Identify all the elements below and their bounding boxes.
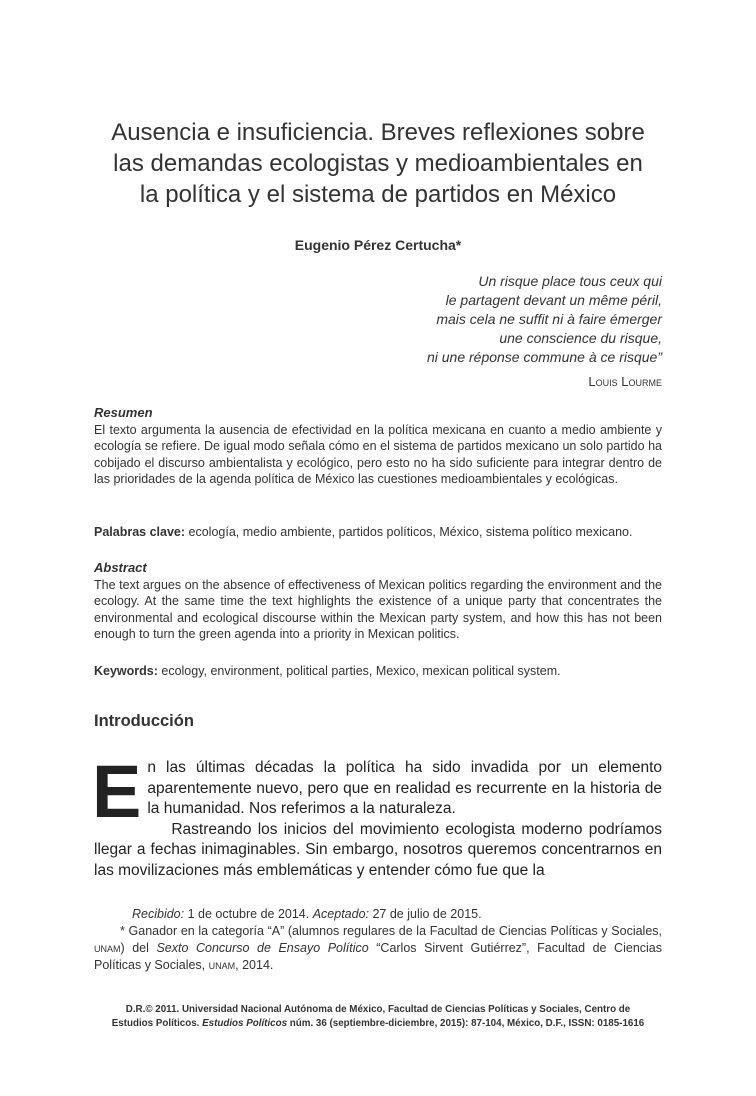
epigraph-line: ni une réponse commune à ce risque” <box>426 349 662 365</box>
palabras-clave-label: Palabras clave: <box>94 525 186 539</box>
title-line-2: las demandas ecologistas y medioambientales en <box>113 150 643 177</box>
footer-line-1: D.R.© 2011. Universidad Nacional Autónoma de México, Facultad de Ciencias Políticas y Sociales, Centro de <box>125 1004 631 1015</box>
received-note <box>94 906 662 923</box>
body-text <box>92 750 662 881</box>
title-line-3: la política y el sistema de partidos en México <box>139 181 617 208</box>
footer-line-2 <box>90 1017 666 1031</box>
palabras-clave <box>94 524 662 541</box>
keywords-label: Keywords: <box>94 664 158 678</box>
resumen-section <box>94 405 662 488</box>
article-title <box>84 117 672 210</box>
journal-name: Estudios Políticos <box>202 1018 288 1029</box>
resumen-heading: Resumen <box>94 405 153 420</box>
contest-name: Sexto Concurso de Ensayo Político <box>156 941 369 955</box>
copyright-footer <box>90 1003 666 1031</box>
abstract-section <box>94 560 662 643</box>
author-note-text: * Ganador en la categoría “A” (alumnos regulares de la Facultad de Ciencias Políticas y Sociales, <box>120 924 662 938</box>
author-name: Eugenio Pérez Certucha* <box>294 237 462 253</box>
unam-abbrev: unam <box>208 958 236 972</box>
keywords <box>94 663 662 680</box>
recibido-date: 1 de octubre de 2014. <box>184 907 313 921</box>
epigraph-attribution: Louis Lourme <box>588 374 662 389</box>
abstract-text: The text argues on the absence of effectiveness of Mexican politics regarding the environment and the ecology. At the same time the text highlights the existence of a unique party that concentrates the environmental and ecological discourse within the Mexican party system, and how this has not been enough to turn the green agenda into a priority in Mexican politics. <box>94 577 662 641</box>
paper-page <box>94 0 662 1096</box>
resumen-text: El texto argumenta la ausencia de efectividad en la política mexicana en cuanto a medio ambiente y ecología se refiere. De igual modo señala cómo en el sistema de partidos mexicano un solo partido ha cobijado el discurso ambientalista y ecológico, pero esto no ha sido suficiente para integrar dentro de las prioridades de la agenda política de México las cuestiones medioambientales y ecológicas. <box>94 422 662 486</box>
epigraph-line: mais cela ne suffit ni à faire émerger <box>436 311 662 327</box>
abstract-heading: Abstract <box>94 560 147 575</box>
paragraph-2: Rastreando los inicios del movimiento ecologista moderno podríamos llegar a fechas inimaginables. Sin embargo, nosotros queremos concentrarnos en las movilizaciones más emblemáticas y entender cómo fue que la <box>94 820 662 879</box>
paragraph-1 <box>92 750 662 833</box>
title-line-1: Ausencia e insuficiencia. Breves reflexiones sobre <box>111 119 645 146</box>
author-note-text: “Carlos Sirvent Gutiérrez”, Facultad de Ciencias Políticas y Sociales, <box>94 941 662 972</box>
recibido-label: Recibido: <box>132 907 185 921</box>
paragraph-1-text: n las últimas décadas la política ha sido invadida por un elemento aparentemente nuevo, pero que en realidad es recurrente en la historia de la humanidad. Nos referimos a la naturaleza. <box>147 759 662 817</box>
footer-text: núm. 36 (septiembre-diciembre, 2015): 87-104, México, D.F., ISSN: 0185-1616 <box>287 1018 645 1029</box>
drop-cap: E <box>92 750 142 833</box>
footer-text: Estudios Políticos. <box>111 1018 203 1029</box>
introduccion-heading: Introducción <box>94 712 194 730</box>
author-note-text: ) del <box>120 941 157 955</box>
epigraph <box>262 272 662 367</box>
author-note <box>94 923 662 974</box>
author-note-text: , 2014. <box>235 958 274 972</box>
epigraph-line: le partagent devant un même péril, <box>445 292 662 308</box>
aceptado-label: Aceptado: <box>312 907 369 921</box>
epigraph-line: Un risque place tous ceux qui <box>478 273 662 289</box>
aceptado-date: 27 de julio de 2015. <box>369 907 482 921</box>
footnotes <box>94 906 662 974</box>
unam-abbrev: unam <box>94 941 121 955</box>
keywords-text: ecology, environment, political parties, Mexico, mexican political system. <box>157 664 561 678</box>
palabras-clave-text: ecología, medio ambiente, partidos políticos, México, sistema político mexicano. <box>185 525 633 539</box>
epigraph-line: une conscience du risque, <box>499 330 662 346</box>
